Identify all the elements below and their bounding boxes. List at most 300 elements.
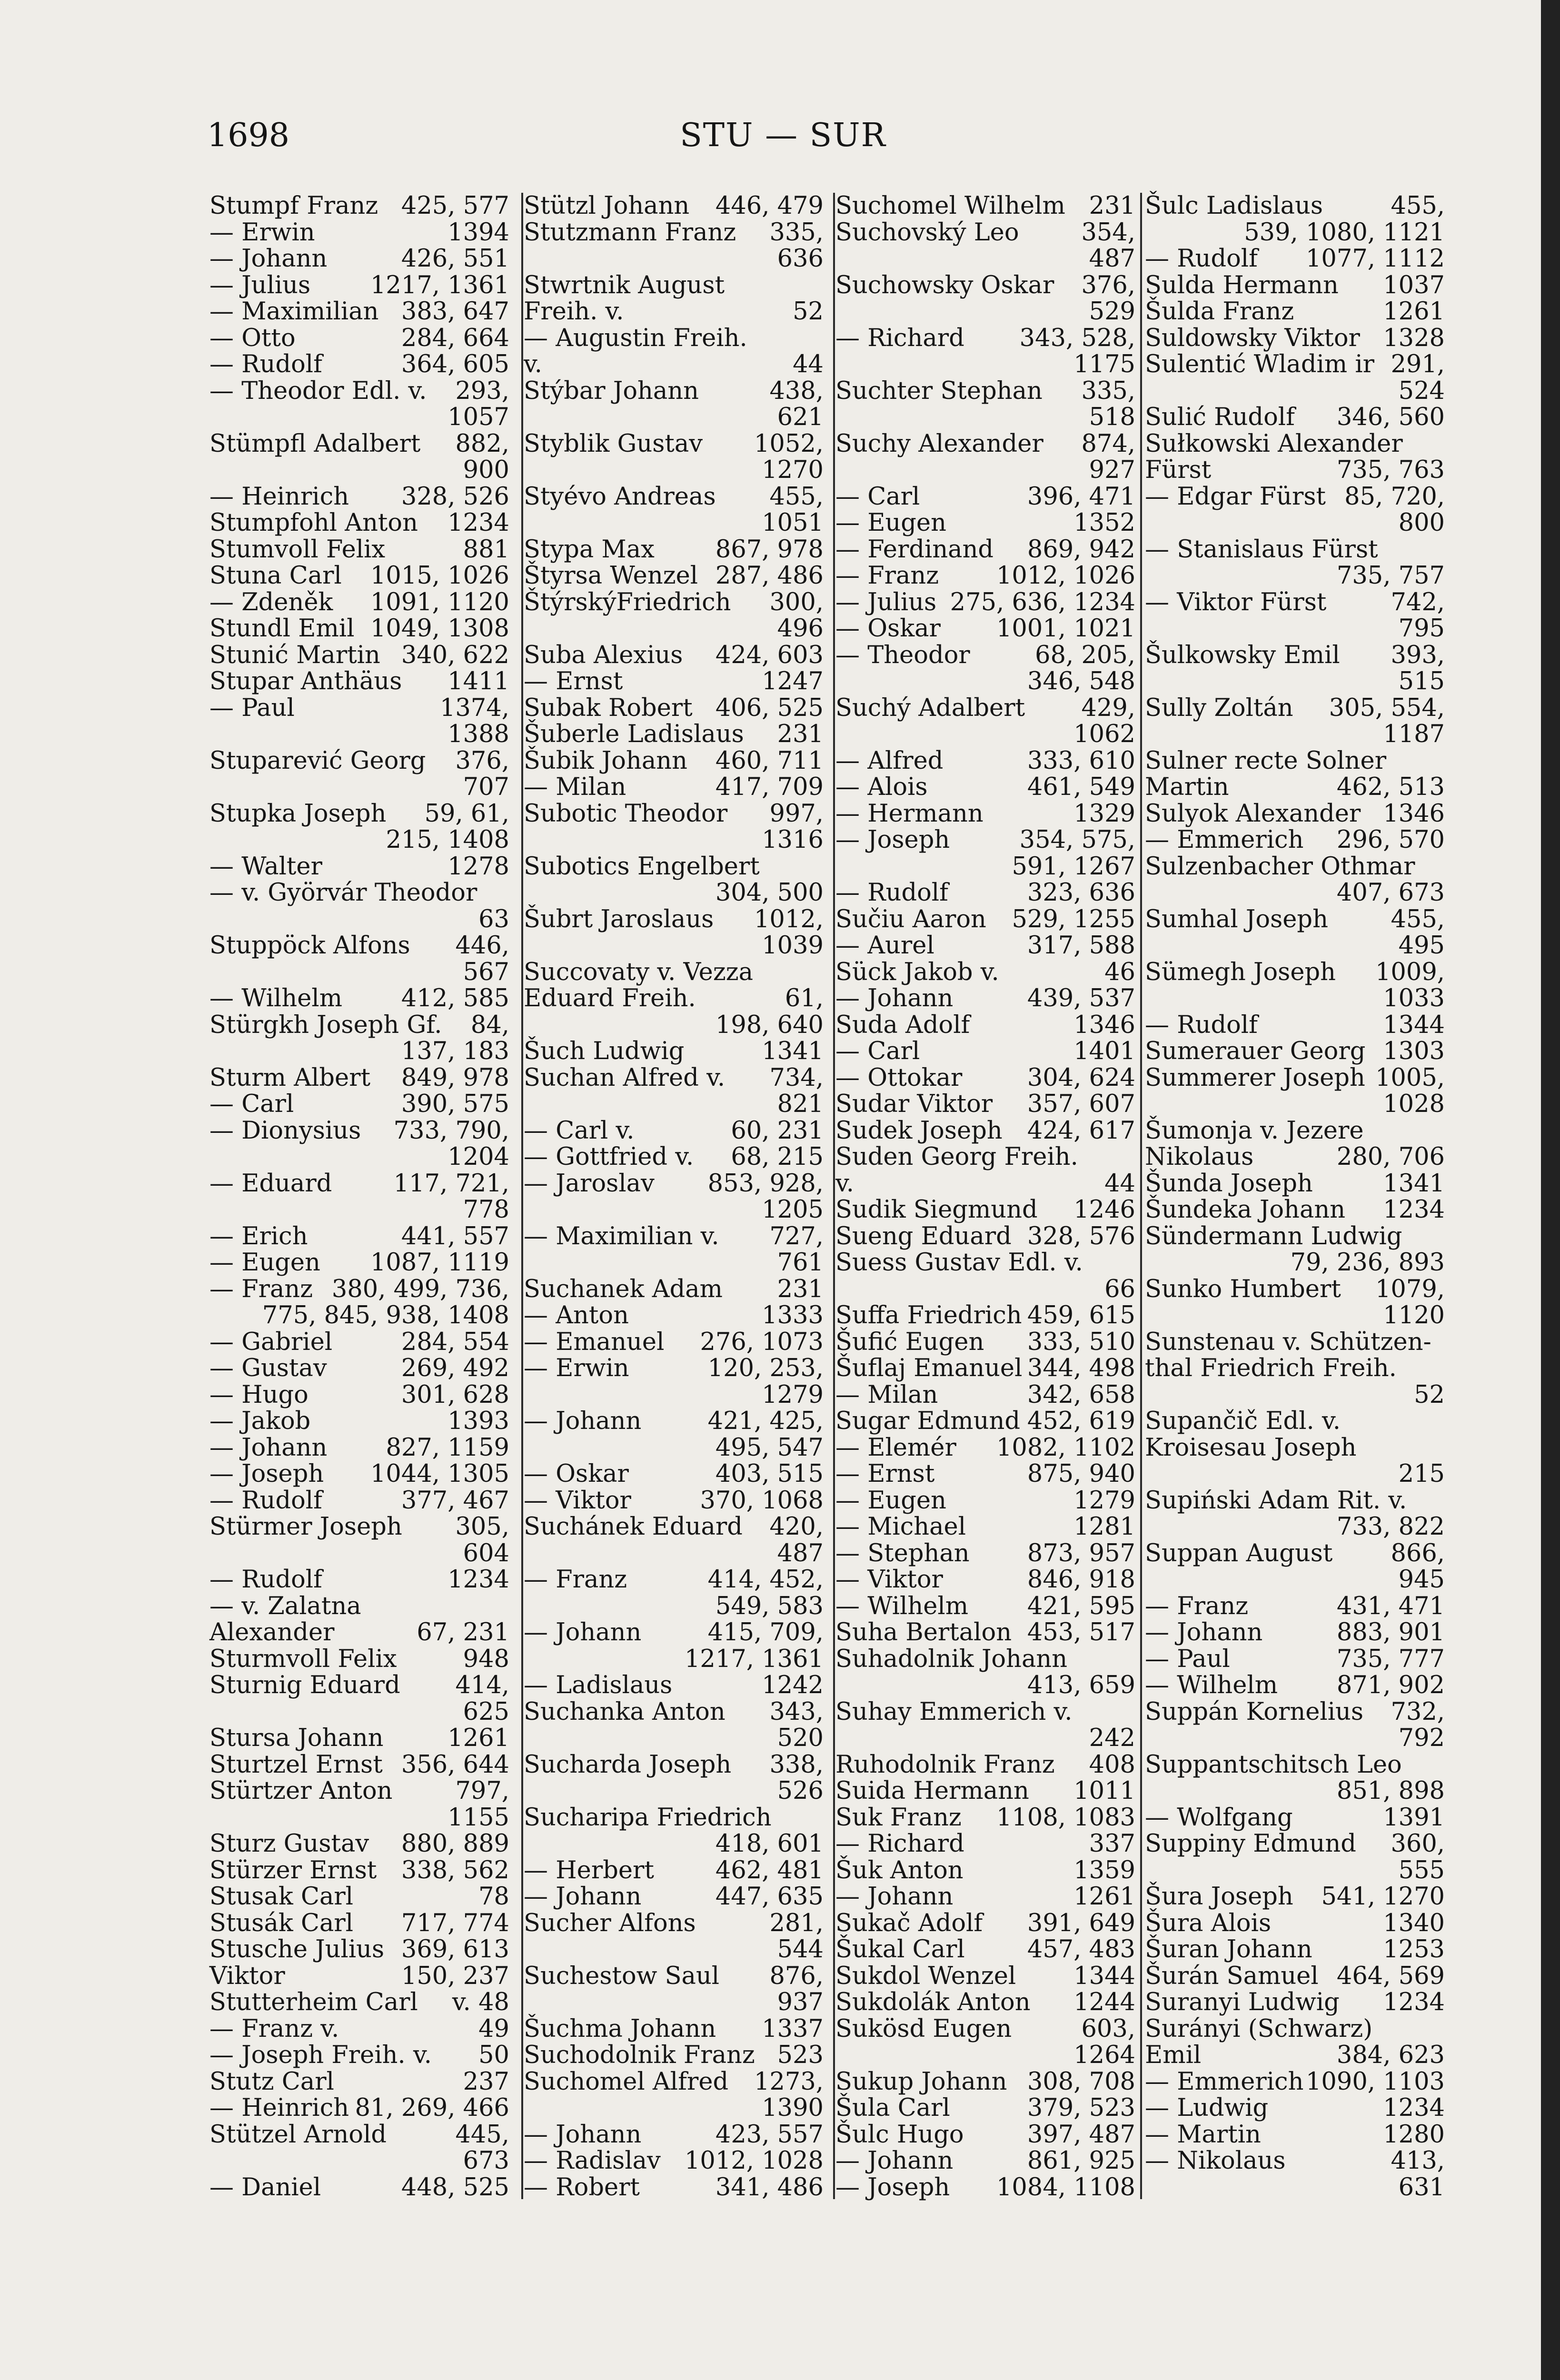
entry-page-refs: 717, 774 [401,1909,509,1937]
index-entry [1145,1065,1445,1091]
entry-page-refs: 459, 615 [1027,1301,1135,1329]
entry-name: — Gustav [209,1354,327,1382]
index-column-1 [209,193,509,2201]
index-entry [209,325,509,352]
entry-name: Kroisesau Joseph [1145,1433,1357,1462]
entry-name: Šuflaj Emanuel [835,1354,1023,1382]
index-entry [209,748,509,774]
entry-name: Suchowsky Oskar [835,271,1054,299]
entry-page-refs: 927 [1089,456,1135,484]
index-entry [1145,1884,1445,1910]
index-entry [524,351,824,378]
entry-page-refs: 276, 1073 [700,1328,824,1356]
entry-page-refs: 420, [769,1513,824,1541]
index-entry [524,2148,824,2174]
index-entry [835,721,1135,748]
entry-page-refs: 305, 554, [1329,694,1445,722]
entry-name: — Wolfgang [1145,1803,1293,1832]
index-entry [524,1593,824,1620]
entry-name: — Joseph [835,2173,950,2202]
entry-page-refs: 412, 585 [401,984,509,1012]
entry-name: Sulyok Alexander [1145,799,1361,828]
entry-page-refs: 732, [1391,1697,1445,1726]
entry-name: Stusak Carl [209,1883,354,1911]
index-entry [524,536,824,563]
entry-name: — Emanuel [524,1328,665,1356]
entry-name: — Paul [1145,1645,1230,1673]
entry-name: Suffa Friedrich [835,1301,1022,1329]
index-entry [835,1646,1135,1673]
entry-page-refs: 1337 [762,2014,824,2043]
entry-name: Suchovský Leo [835,218,1019,247]
entry-name: — Johann [524,1618,642,1646]
index-entry [1145,1646,1445,1673]
entry-name: — Johann [835,1883,954,1911]
entry-page-refs: 948 [463,1645,509,1673]
entry-name: — Stanislaus Fürst [1145,535,1378,564]
entry-name: Suida Hermann [835,1777,1029,1805]
entry-name: Stürtzer Anton [209,1777,393,1805]
entry-page-refs: 84, [470,1011,509,1039]
index-entry [209,1355,509,1382]
index-entry [835,1250,1135,1276]
index-entry [835,378,1135,405]
index-entry [524,219,824,246]
entry-name: Sumerauer Georg [1145,1037,1366,1065]
entry-page-refs: 407, 673 [1336,879,1445,907]
entry-page-refs: 120, 253, [707,1354,824,1382]
entry-page-refs: 1082, 1102 [996,1433,1135,1462]
index-entry [1145,1223,1445,1250]
entry-page-refs: 150, 237 [401,1962,509,1990]
entry-page-refs: 301, 628 [401,1380,509,1409]
index-entry [209,1223,509,1250]
entry-page-refs: 460, 711 [715,746,824,775]
entry-page-refs: 1264 [1073,2041,1135,2069]
entry-name: — Rudolf [209,350,322,378]
entry-page-refs: 1108, 1083 [996,1803,1135,1832]
index-entry [524,1752,824,1778]
entry-page-refs: 328, 526 [401,482,509,511]
entry-name: — Julius [835,588,937,616]
entry-page-refs: 396, 471 [1027,482,1135,511]
index-entry [1145,1540,1445,1567]
entry-page-refs: 853, 928, [707,1169,824,1198]
entry-name: Fürst [1145,456,1212,484]
entry-page-refs: 821 [777,1090,824,1118]
column-rule [833,193,835,2199]
entry-page-refs: 555 [1398,1856,1445,1884]
entry-page-refs: 304, 500 [715,879,824,907]
entry-name: Sukösd Eugen [835,2014,1012,2043]
entry-name: Viktor [209,1962,285,1990]
entry-name: — Alfred [835,746,944,775]
index-entry [1145,932,1445,959]
entry-page-refs: 1079, [1375,1275,1445,1303]
entry-page-refs: 215 [1398,1460,1445,1488]
index-entry [209,1752,509,1778]
entry-page-refs: 1270 [762,456,824,484]
entry-page-refs: 1037 [1383,271,1445,299]
index-entry [524,1936,824,1963]
index-entry [835,246,1135,272]
entry-page-refs: 518 [1089,403,1135,431]
entry-page-refs: 346, 548 [1027,667,1135,695]
entry-name: — Carl v. [524,1116,635,1145]
page-edge-shadow [1541,0,1560,2380]
entry-page-refs: 1044, 1305 [370,1460,509,1488]
entry-name: Sümegh Joseph [1145,958,1336,986]
entry-name: — Stephan [835,1539,970,1567]
entry-page-refs: 338, [769,1750,824,1779]
index-entry [209,1197,509,1223]
index-entry [1145,510,1445,536]
entry-name: Stützl Johann [524,192,690,220]
entry-page-refs: 335, [769,218,824,247]
index-entry [209,378,509,405]
index-entry [524,959,824,986]
entry-name: — Anton [524,1301,629,1329]
entry-page-refs: 795 [1398,615,1445,643]
entry-page-refs: 1120 [1383,1301,1445,1329]
entry-page-refs: 455, [1391,192,1445,220]
entry-page-refs: 591, 1267 [1012,852,1135,881]
entry-name: Summerer Joseph [1145,1063,1365,1092]
index-column-3 [835,193,1135,2201]
index-entry [835,272,1135,299]
entry-page-refs: 495 [1398,932,1445,960]
index-entry [524,1725,824,1752]
entry-page-refs: 1393 [447,1407,509,1435]
entry-page-refs: 849, 978 [401,1063,509,1092]
index-entry [524,668,824,695]
index-entry [524,642,824,669]
entry-name: — Wilhelm [1145,1671,1278,1699]
index-entry [524,193,824,219]
entry-page-refs: 487 [777,1539,824,1567]
index-entry [209,880,509,906]
index-entry [835,1355,1135,1382]
index-entry [1145,219,1445,246]
index-entry [524,1355,824,1382]
entry-name: Sulentić Wladim ir [1145,350,1375,378]
entry-name: Subak Robert [524,694,693,722]
index-entry [524,1276,824,1303]
index-entry [835,2122,1135,2148]
entry-name: Sugar Edmund [835,1407,1021,1435]
entry-name: — Franz [1145,1592,1249,1620]
entry-name: Eduard Freih. [524,984,696,1012]
entry-page-refs: 346, 560 [1336,403,1445,431]
index-entry [209,1567,509,1593]
entry-page-refs: 44 [1104,1169,1135,1198]
entry-page-refs: 1087, 1119 [370,1249,509,1277]
index-entry [835,1012,1135,1039]
entry-page-refs: 873, 957 [1027,1539,1135,1567]
entry-name: — Viktor [835,1566,943,1594]
entry-name: Sukdol Wenzel [835,1962,1016,1990]
entry-name: Suchan Alfred v. [524,1063,725,1092]
entry-page-refs: 869, 942 [1027,535,1135,564]
index-entry [524,1382,824,1408]
index-entry [209,510,509,536]
index-entry [524,2042,824,2069]
entry-name: — Eduard [209,1169,332,1198]
entry-page-refs: 455, [1391,905,1445,933]
index-entry [524,1408,824,1435]
index-entry [835,1672,1135,1699]
index-entry [524,1805,824,1831]
index-entry [1145,1593,1445,1620]
entry-page-refs: 61, [785,984,824,1012]
index-entry [1145,2148,1445,2174]
index-entry [835,404,1135,431]
index-entry [209,721,509,748]
entry-name: — Heinrich [209,482,349,511]
index-entry [1145,1250,1445,1276]
index-entry [1145,1302,1445,1329]
index-entry [835,1910,1135,1937]
entry-page-refs: 851, 898 [1336,1777,1445,1805]
entry-page-refs: 293, [455,377,509,405]
index-entry [209,1699,509,1726]
entry-page-refs: 880, 889 [401,1830,509,1858]
entry-name: Sukdolák Anton [835,1988,1031,2016]
entry-page-refs: 1234 [447,509,509,537]
index-entry [209,1805,509,1831]
entry-name: — Gottfried v. [524,1143,694,1171]
entry-name: — Martin [1145,2120,1261,2149]
entry-name: — Eugen [835,1486,946,1515]
index-entry [835,1276,1135,1303]
entry-page-refs: 1391 [1383,1803,1445,1832]
index-entry [1145,827,1445,853]
index-entry [524,615,824,642]
entry-name: Nikolaus [1145,1143,1254,1171]
entry-name: Stýbar Johann [524,377,699,405]
entry-name: — Carl [835,482,920,511]
index-entry [524,774,824,801]
entry-name: — Ernst [524,667,623,695]
entry-page-refs: 269, 492 [401,1354,509,1382]
entry-page-refs: 1278 [447,852,509,881]
entry-name: — Ludwig [1145,2094,1269,2122]
index-entry [835,1831,1135,1857]
entry-page-refs: 81, 269, 466 [355,2094,509,2122]
entry-page-refs: 1033 [1383,984,1445,1012]
entry-name: Stützel Arnold [209,2120,387,2149]
index-entry [835,1329,1135,1356]
index-entry [524,431,824,457]
index-entry [524,827,824,853]
entry-page-refs: 1077, 1112 [1305,245,1445,273]
index-entry [524,457,824,484]
index-entry [1145,1514,1445,1540]
index-entry [1145,378,1445,405]
entry-name: — Rudolf [209,1566,322,1594]
entry-name: — Erwin [524,1354,629,1382]
index-entry [524,1884,824,1910]
entry-page-refs: 397, 487 [1027,2120,1135,2149]
index-entry [524,1699,824,1726]
entry-page-refs: 431, 471 [1336,1592,1445,1620]
index-entry [1145,1461,1445,1488]
entry-name: — Ernst [835,1460,935,1488]
index-entry [209,959,509,986]
entry-page-refs: 215, 1408 [386,826,509,854]
index-entry [1145,801,1445,827]
entry-name: Šuch Ludwig [524,1037,685,1065]
entry-name: — Erich [209,1222,308,1250]
index-entry [524,1435,824,1461]
index-entry [835,457,1135,484]
entry-name: — Walter [209,852,322,881]
entry-name: — Robert [524,2173,640,2202]
entry-name: Stumvoll Felix [209,535,386,564]
entry-page-refs: 284, 554 [401,1328,509,1356]
entry-page-refs: 761 [777,1249,824,1277]
entry-page-refs: 59, 61, [424,799,509,828]
entry-name: — Johann [524,2120,642,2149]
entry-name: — Eugen [835,509,946,537]
entry-name: Sunko Humbert [1145,1275,1341,1303]
index-entry [1145,1170,1445,1197]
entry-page-refs: 421, 425, [707,1407,824,1435]
entry-name: Suchý Adalbert [835,694,1025,722]
entry-name: — Daniel [209,2173,321,2202]
entry-page-refs: 438, [769,377,824,405]
entry-page-refs: 604 [463,1539,509,1567]
entry-page-refs: 356, 644 [401,1750,509,1779]
index-entry [835,801,1135,827]
entry-page-refs: 391, 649 [1027,1909,1135,1937]
entry-page-refs: 1388 [447,720,509,748]
index-entry [1145,1910,1445,1937]
index-entry [209,431,509,457]
entry-page-refs: 1234 [1383,1196,1445,1224]
entry-name: Sukup Johann [835,2067,1007,2096]
entry-name: Subotic Theodor [524,799,728,828]
entry-page-refs: 846, 918 [1027,1566,1135,1594]
index-entry [835,1884,1135,1910]
entry-name: Šurán Samuel [1145,1962,1319,1990]
index-entry [835,1936,1135,1963]
index-entry [835,1461,1135,1488]
entry-page-refs: 441, 557 [401,1222,509,1250]
entry-page-refs: 1234 [447,1566,509,1594]
entry-page-refs: 636 [777,245,824,273]
entry-name: — Rudolf [209,1486,322,1515]
index-entry [209,932,509,959]
index-entry [835,2069,1135,2095]
entry-page-refs: 945 [1398,1566,1445,1594]
entry-page-refs: 447, 635 [715,1883,824,1911]
index-entry [1145,1857,1445,1884]
column-rule [521,193,523,2199]
entry-page-refs: 866, [1391,1539,1445,1567]
index-entry [209,1488,509,1514]
entry-name: Suha Bertalon [835,1618,1012,1646]
index-entry [1145,695,1445,722]
entry-page-refs: 284, 664 [401,324,509,352]
entry-page-refs: 85, 720, [1344,482,1445,511]
entry-name: Suppantschitsch Leo [1145,1750,1402,1779]
index-entry [1145,1091,1445,1118]
index-entry [524,1118,824,1144]
entry-page-refs: 44 [793,350,824,378]
entry-name: — Nikolaus [1145,2147,1286,2175]
entry-page-refs: 861, 925 [1027,2147,1135,2175]
entry-page-refs: 354, 575, [1019,826,1135,854]
entry-name: Sulda Hermann [1145,271,1339,299]
entry-name: — Jaroslav [524,1169,655,1198]
index-entry [524,2174,824,2201]
index-entry [524,1514,824,1540]
entry-name: Sturtzel Ernst [209,1750,383,1779]
index-entry [524,1910,824,1937]
entry-page-refs: 1009, [1375,958,1445,986]
entry-page-refs: 1344 [1073,1962,1135,1990]
index-entry [209,1540,509,1567]
entry-name: thal Friedrich Freih. [1145,1354,1397,1382]
entry-page-refs: 1187 [1383,720,1445,748]
entry-page-refs: 453, 517 [1027,1618,1135,1646]
entry-page-refs: 300, [769,588,824,616]
index-entry [1145,457,1445,484]
entry-name: Sulzenbacher Othmar [1145,852,1415,881]
entry-name: — Richard [835,324,964,352]
entry-page-refs: 333, 510 [1027,1328,1135,1356]
entry-page-refs: 317, 588 [1027,932,1135,960]
entry-name: Stusák Carl [209,1909,354,1937]
index-entry [1145,246,1445,272]
entry-page-refs: 997, [769,799,824,828]
entry-page-refs: 1273, [754,2067,824,2096]
entry-name: Sułkowski Alexander [1145,429,1403,458]
entry-page-refs: 1346 [1383,799,1445,828]
index-entry [835,1699,1135,1726]
entry-name: Suldowsky Viktor [1145,324,1360,352]
index-entry [1145,272,1445,299]
entry-name: Sucharipa Friedrich [524,1803,772,1832]
entry-name: — Eugen [209,1249,320,1277]
entry-name: Šufić Eugen [835,1328,984,1356]
index-entry [1145,1672,1445,1699]
entry-page-refs: 1346 [1073,1011,1135,1039]
entry-name: Stutz Carl [209,2067,334,2096]
entry-name: — Rudolf [1145,245,1258,273]
entry-page-refs: 291, [1391,350,1445,378]
entry-page-refs: 876, [769,1962,824,1990]
index-entry [209,801,509,827]
entry-name: — Emmerich [1145,826,1304,854]
index-entry [524,695,824,722]
index-entry [209,1408,509,1435]
index-entry [835,1989,1135,2016]
entry-page-refs: 384, 623 [1336,2041,1445,2069]
entry-page-refs: 67, 231 [417,1618,509,1646]
entry-name: Sudik Siegmund [835,1196,1038,1224]
entry-name: Suda Adolf [835,1011,970,1039]
entry-name: — Joseph [209,1460,324,1488]
entry-name: Stursa Johann [209,1724,384,1752]
index-entry [835,1593,1135,1620]
index-entry [835,1408,1135,1435]
index-entry [209,1435,509,1461]
entry-page-refs: 337 [1089,1830,1135,1858]
entry-page-refs: 1246 [1073,1196,1135,1224]
index-entry [835,1302,1135,1329]
